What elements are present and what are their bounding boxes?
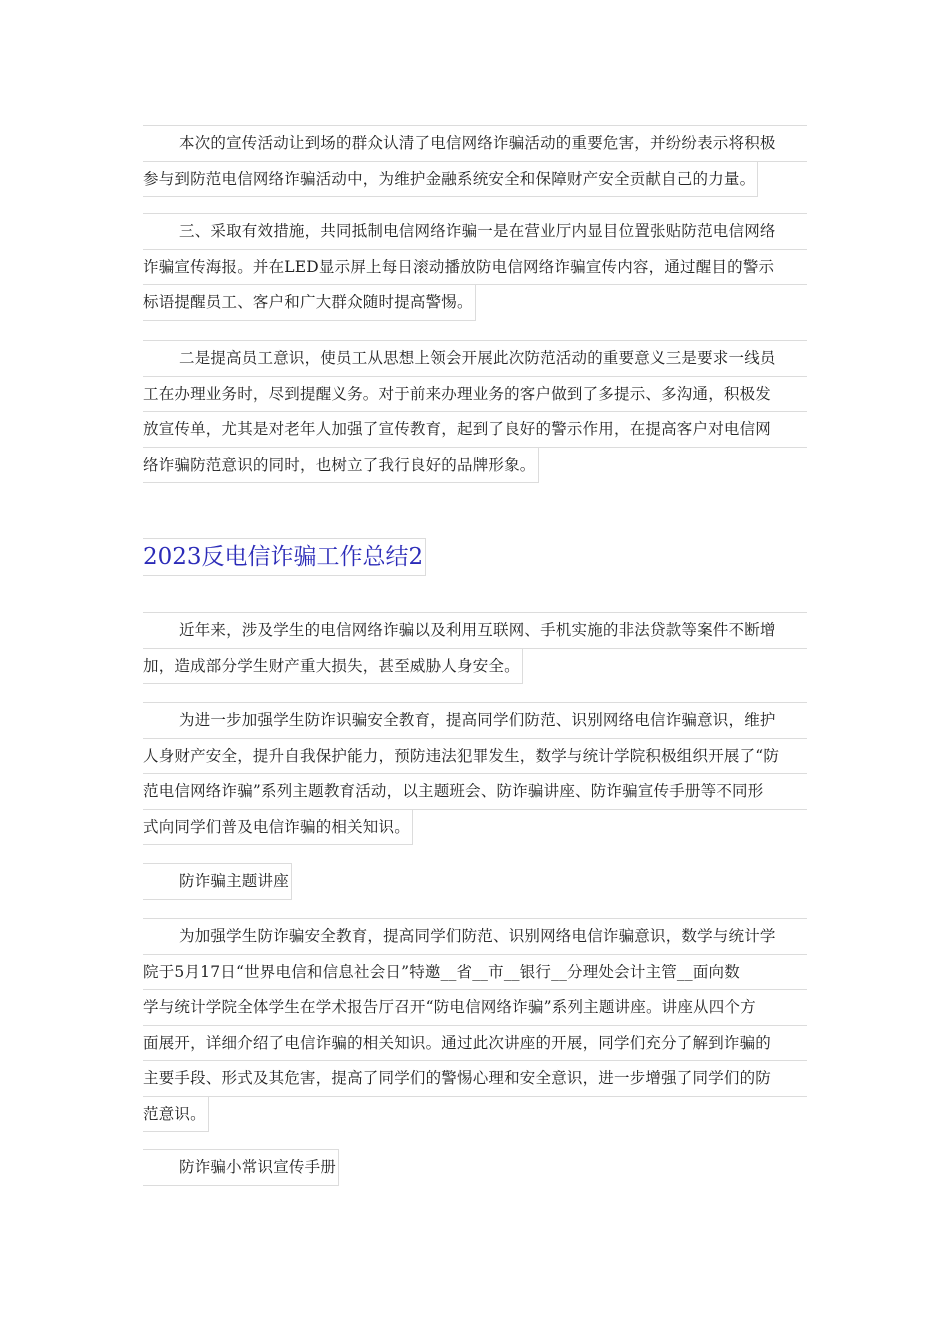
text-line: 式向同学们普及电信诈骗的相关知识。: [143, 817, 410, 836]
text-line: 参与到防范电信网络诈骗活动中，为维护金融系统安全和保障财产安全贡献自己的力量。: [143, 169, 756, 188]
text-line: 工在办理业务时，尽到提醒义务。对于前来办理业务的客户做到了多提示、多沟通，积极发: [143, 384, 772, 403]
text-line: 院于5月17日“世界电信和信息社会日”特邀__省__市__银行__分理处会计主管__面向数: [143, 962, 740, 981]
paragraph-lecture-detail: [143, 918, 807, 1132]
subheading-lecture: [143, 863, 807, 900]
text-line: 范电信网络诈骗”系列主题教育活动，以主题班会、防诈骗讲座、防诈骗宣传手册等不同形: [143, 782, 764, 800]
text-line: 范意识。: [143, 1104, 206, 1123]
text-line: 防诈骗小常识宣传手册: [179, 1158, 337, 1176]
text-line: 本次的宣传活动让到场的群众认清了电信网络诈骗活动的重要危害，并纷纷表示将积极: [179, 134, 776, 152]
text-line: 人身财产安全，提升自我保护能力，预防违法犯罪发生，数学与统计学院积极组织开展了“防: [143, 746, 780, 765]
paragraph-staff-awareness: [143, 340, 807, 483]
text-line: 学与统计学院全体学生在学术报告厅召开“防电信网络诈骗”系列主题讲座。讲座从四个方: [143, 998, 756, 1016]
text-line: 络诈骗防范意识的同时，也树立了我行良好的品牌形象。: [143, 455, 536, 474]
text-line: 三、采取有效措施，共同抵制电信网络诈骗一是在营业厅内显目位置张贴防范电信网络: [179, 222, 776, 240]
text-line: 近年来，涉及学生的电信网络诈骗以及利用互联网、手机实施的非法贷款等案件不断增: [179, 621, 776, 639]
subheading-handbook: [143, 1149, 807, 1186]
text-line: 放宣传单，尤其是对老年人加强了宣传教育，起到了良好的警示作用，在提高客户对电信网: [143, 420, 772, 438]
paragraph-education-campaign: [143, 702, 807, 845]
text-line: 诈骗宣传海报。并在LED显示屏上每日滚动播放防电信网络诈骗宣传内容，通过醒目的警示: [143, 257, 775, 276]
section-heading: 2023反电信诈骗工作总结2: [143, 538, 426, 576]
text-line: 为加强学生防诈骗安全教育，提高同学们防范、识别网络电信诈骗意识，数学与统计学: [179, 927, 776, 945]
text-line: 标语提醒员工、客户和广大群众随时提高警惕。: [143, 293, 473, 311]
paragraph-outreach-result: [143, 125, 807, 197]
text-line: 主要手段、形式及其危害，提高了同学们的警惕心理和安全意识，进一步增强了同学们的防: [143, 1069, 772, 1087]
text-line: 防诈骗主题讲座: [179, 872, 289, 890]
text-line: 为进一步加强学生防诈识骗安全教育，提高同学们防范、识别网络电信诈骗意识，维护: [179, 711, 776, 729]
text-line: 加，造成部分学生财产重大损失，甚至威胁人身安全。: [143, 656, 520, 675]
text-line: 面展开，详细介绍了电信诈骗的相关知识。通过此次讲座的开展，同学们充分了解到诈骗的: [143, 1033, 772, 1052]
paragraph-background: [143, 612, 807, 684]
text-line: 二是提高员工意识，使员工从思想上领会开展此次防范活动的重要意义三是要求一线员: [179, 349, 776, 367]
paragraph-measures: [143, 213, 807, 321]
